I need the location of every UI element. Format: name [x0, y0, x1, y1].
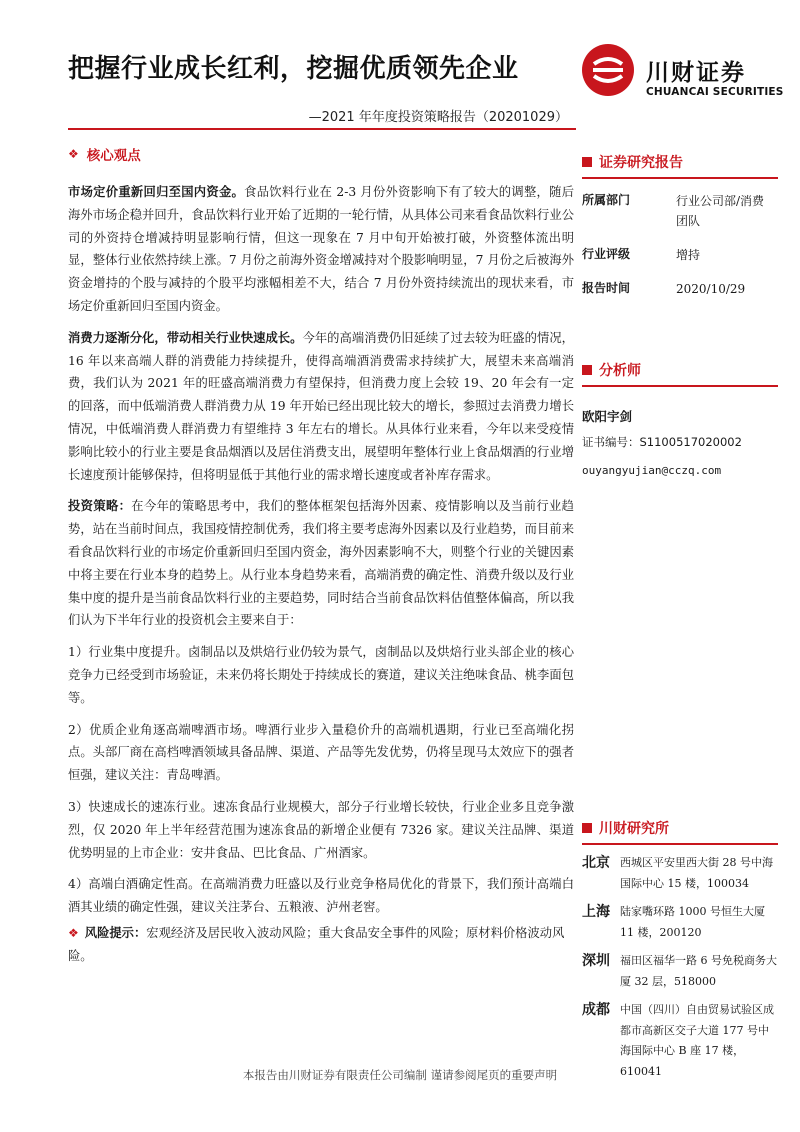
report-info-heading — [582, 152, 778, 172]
diamond-bullet-icon: ❖ — [68, 147, 79, 161]
analyst-panel — [582, 360, 778, 477]
rating-label: 行业评级 — [582, 247, 631, 261]
risk-warning — [68, 922, 574, 968]
logo-name-cn: 川财证券 — [646, 60, 746, 86]
report-info-divider — [582, 177, 778, 179]
dept-label: 所属部门 — [582, 193, 631, 207]
analyst-email[interactable]: ouyangyujian@cczq.com — [582, 464, 722, 477]
logo-mark-icon — [582, 44, 634, 96]
institute-heading-text: 川财研究所 — [599, 821, 669, 837]
institute-panel — [582, 818, 778, 1082]
city-address: 福田区福华一路 6 号免税商务大厦 32 层，518000 — [620, 954, 777, 988]
main-content — [68, 144, 574, 968]
analyst-cert: 证书编号：S1100517020002 — [582, 435, 742, 449]
institute-divider — [582, 843, 778, 845]
report-info-panel — [582, 152, 778, 299]
rating-value: 增持 — [676, 248, 701, 262]
core-heading-text: 核心观点 — [86, 148, 141, 164]
city-name: 成都 — [582, 1002, 610, 1018]
para1-lead: 市场定价重新回归至国内资金。 — [68, 185, 245, 199]
city-name: 北京 — [582, 855, 610, 871]
rating-row — [582, 245, 778, 265]
para3-body: 在今年的策略思考中，我们的整体框架包括海外因素、疫情影响以及当前行业趋势，站在当前时间点，我国疫情控制优秀，我们将主要考虑海外因素以及行业趋势，而目前来看食品饮料行业的市场定价重新回归至国内资金，海外因素影响不大，则整个行业的关键因素中将主要在行业本身的趋势上。从行业本身趋势来看，高端消费的确定性、消费升级以及行业集中度的提升是当前食品饮料行业的主要趋势，同时结合当前食品饮料估值整体偏高，所以我们认为下半年行业的投资机会主要来自于： — [68, 499, 574, 628]
city-name: 深圳 — [582, 953, 610, 969]
office-shenzhen — [582, 951, 778, 992]
report-subtitle: —2021 年年度投资策略报告（20201029） — [308, 110, 568, 125]
institute-heading — [582, 818, 778, 838]
strategy-item-4: 4）高端白酒确定性高。在高端消费力旺盛以及行业竞争格局优化的背景下，我们预计高端白酒其业绩的确定性强，建议关注茅台、五粮液、泸州老窖。 — [68, 877, 574, 915]
para3-lead: 投资策略： — [68, 499, 132, 514]
logo-name-en: CHUANCAI SECURITIES — [646, 86, 784, 98]
paragraph-market-pricing — [68, 181, 574, 318]
risk-body: 宏观经济及居民收入波动风险；重大食品安全事件的风险；原材料价格波动风险。 — [68, 925, 565, 963]
office-beijing — [582, 853, 778, 894]
dept-row — [582, 191, 778, 231]
date-row — [582, 279, 778, 299]
city-name: 上海 — [582, 904, 610, 920]
para2-body: 今年的高端消费仍旧延续了过去较为旺盛的情况，16 年以来高端人群的消费能力持续提升，使得高端酒消费需求持续扩大，展望未来高端消费，我们认为 2021 年的旺盛高端消费力有望保持，但消费力度上会较 19、20 年会有一定的回落，而中低端消费人群消费力从 19 年开始已经出现比较大的增长，参照过去消费力增长情况，中低端消费人群消费力有望维持 3 年左右的增长。从具体行业来看，今年以来受疫情影响比较小的行业主要是食品烟酒以及居住消费支出，展望明年整体行业上食品烟酒的行业增长速度预计能够保持，但将明显低于其他行业的需求增长速度或者补库存需求。 — [68, 330, 574, 482]
office-shanghai — [582, 902, 778, 943]
city-address: 中国（四川）自由贸易试验区成都市高新区交子大道 177 号中海国际中心 B 座 17 楼，610041 — [620, 1003, 774, 1078]
square-bullet-icon — [582, 823, 592, 833]
para2-lead: 消费力逐渐分化，带动相关行业快速成长。 — [68, 330, 303, 345]
risk-lead: 风险提示： — [84, 925, 147, 940]
analyst-heading-text: 分析师 — [599, 363, 641, 379]
header-divider — [68, 128, 576, 130]
para1-body: 食品饮料行业在 2-3 月份外资影响下有了较大的调整，随后海外市场企稳并回升，食品饮料行业开始了近期的一轮行情，从具体公司来看食品饮料行业公司的外资持仓增减持明显影响行情，但这一现象在 7 月中旬开始被打破，外资整体流出明显，整体行业依然持续上涨。7 月份之前海外资金增减持对个股影响明显，7 月份之后被海外资金增持的个股与减持的个股平均涨幅相差不大，结合 7 月份外资持续流出的现状来看，市场定价重新回归至国内资金。 — [68, 185, 574, 313]
company-logo — [582, 44, 784, 108]
analyst-heading — [582, 360, 778, 380]
paragraph-consumption — [68, 327, 574, 487]
core-viewpoint-heading — [68, 144, 574, 164]
strategy-item-1: 1）行业集中度提升。卤制品以及烘焙行业仍较为景气，卤制品以及烘焙行业头部企业的核心竞争力已经受到市场验证，未来仍将长期处于持续成长的赛道，建议关注绝味食品、桃李面包等。 — [68, 645, 574, 705]
paragraph-strategy — [68, 495, 574, 632]
square-bullet-icon — [582, 365, 592, 375]
city-address: 西城区平安里西大街 28 号中海国际中心 15 楼，100034 — [620, 856, 773, 890]
report-title: 把握行业成长红利，挖掘优质领先企业 — [68, 54, 519, 84]
report-info-heading-text: 证券研究报告 — [599, 155, 683, 171]
analyst-name: 欧阳宇剑 — [582, 409, 633, 424]
page-footer: 本报告由川财证券有限责任公司编制 谨请参阅尾页的重要声明 — [242, 1068, 558, 1082]
strategy-item-2: 2）优质企业角逐高端啤酒市场。啤酒行业步入量稳价升的高端机遇期，行业已至高端化拐点。头部厂商在高档啤酒领域具备品牌、渠道、产品等先发优势，仍将呈现马太效应下的强者恒强，建议关注：青岛啤酒。 — [68, 722, 574, 783]
city-address: 陆家嘴环路 1000 号恒生大厦 11 楼，200120 — [620, 905, 765, 939]
date-value: 2020/10/29 — [676, 282, 746, 296]
strategy-item-3: 3）快速成长的速冻行业。速冻食品行业规模大，部分子行业增长较快，行业企业多且竞争激烈，仅 2020 年上半年经营范围为速冻食品的新增企业便有 7326 家。建议关注品牌、渠道优势明显的上市企业：安井食品、巴比食品、广州酒家。 — [68, 799, 574, 860]
square-bullet-icon — [582, 157, 592, 167]
dept-value: 行业公司部/消费团队 — [676, 194, 765, 228]
diamond-bullet-icon: ❖ — [68, 925, 79, 940]
date-label: 报告时间 — [582, 281, 631, 295]
analyst-divider — [582, 385, 778, 387]
